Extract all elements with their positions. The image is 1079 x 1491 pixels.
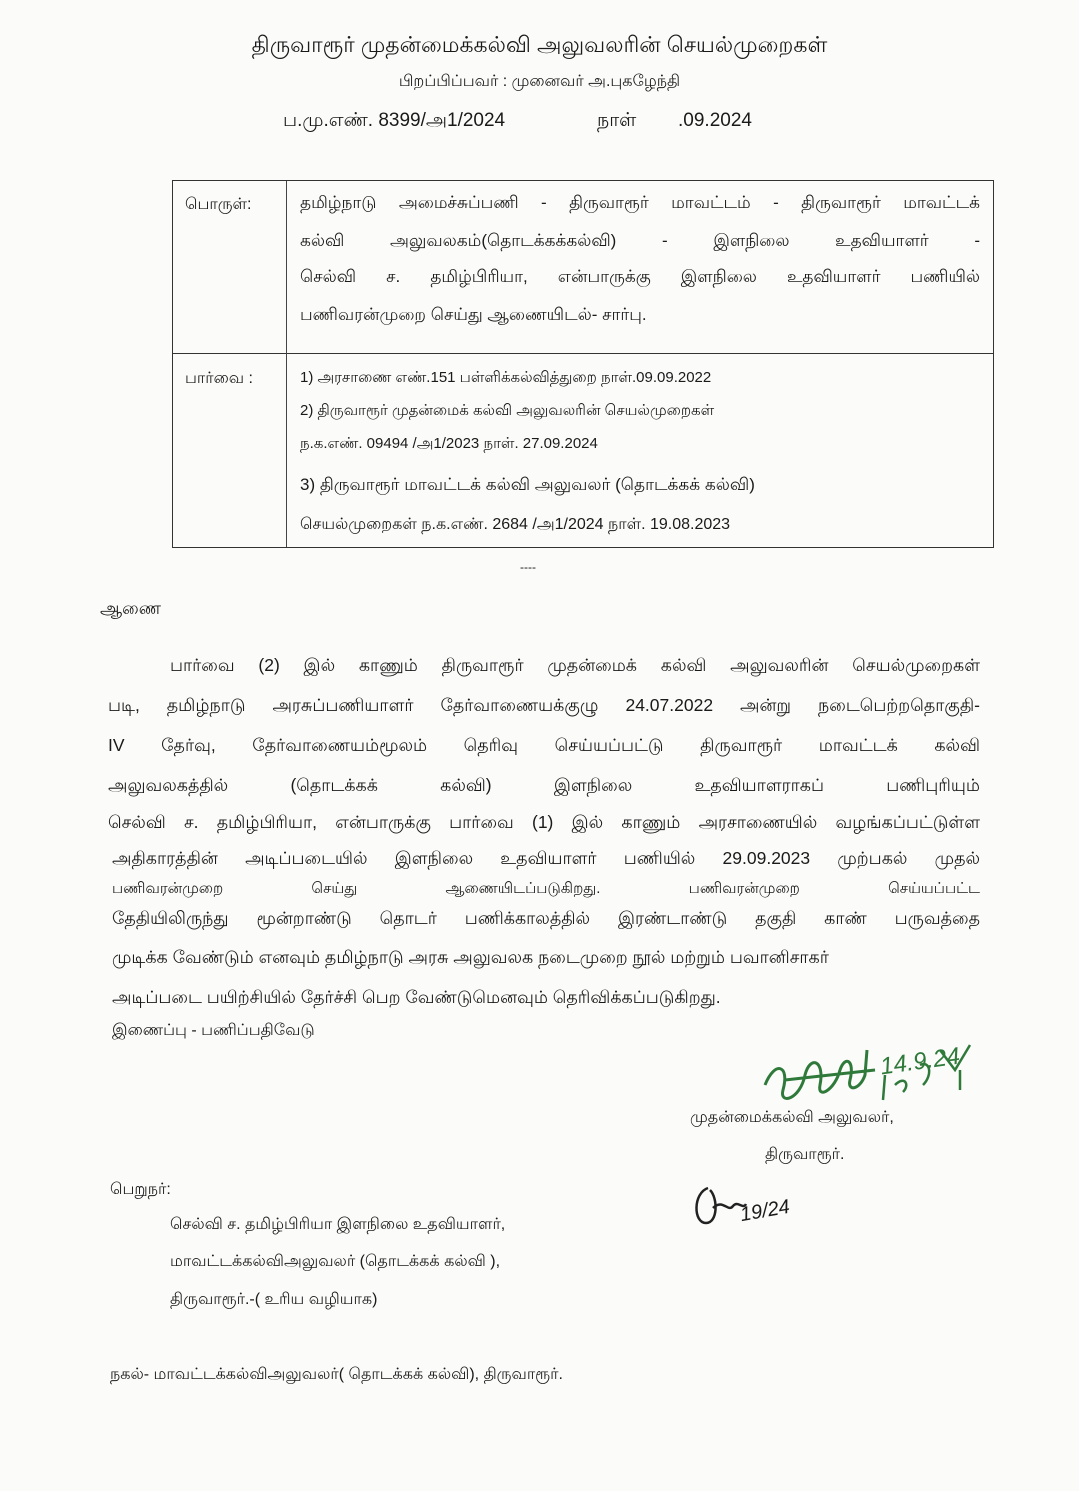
reference-line: 3) திருவாரூர் மாவட்டக் கல்வி அலுவலர் (தொடக்கக் கல்வி) (300, 475, 755, 494)
copy-to: நகல்- மாவட்டக்கல்விஅலுவலர்( தொடக்கக் கல்வி), திருவாரூர். (110, 1366, 563, 1383)
signatory-designation: முதன்மைக்கல்வி அலுவலர், (690, 1109, 894, 1126)
recipient-line: செல்வி ச. தமிழ்பிரியா இளநிலை உதவியாளர், (170, 1216, 506, 1233)
recipient-line: திருவாரூர்.-( உரிய வழியாக) (170, 1291, 378, 1308)
body-line: தேதியிலிருந்து மூன்றாண்டு தொடர் பணிக்காலத்தில் இரண்டாண்டு தகுதி காண் பருவத்தை (112, 908, 980, 928)
presenter: பிறப்பிப்பவர் : முனைவர் அ.புகழேந்தி (398, 73, 681, 90)
column-divider (286, 353, 287, 547)
recipient-label: பெறுநர்: (110, 1181, 171, 1198)
body-line: அடிப்படை பயிற்சியில் தேர்ச்சி பெற வேண்டுமெனவும் தெரிவிக்கப்படுகிறது. (112, 987, 721, 1007)
body-line: அதிகாரத்தின் அடிப்படையில் இளநிலை உதவியாளர் பணியில் 29.09.2023 முற்பகல் முதல் (112, 848, 980, 868)
subject-line: பணிவரன்முறை செய்து ஆணையிடல்- சார்பு. (300, 305, 647, 324)
body-line: முடிக்க வேண்டும் எனவும் தமிழ்நாடு அரசு அலுவலக நடைமுறை நூல் மற்றும் பவானிசாகர் (112, 947, 829, 967)
subject-reference-table (172, 180, 994, 548)
reference-label: பார்வை : (185, 370, 253, 387)
enclosure: இணைப்பு - பணிப்பதிவேடு (112, 1022, 315, 1039)
signatory-place: திருவாரூர். (765, 1146, 845, 1163)
reference-line: 2) திருவாரூர் முதன்மைக் கல்வி அலுவலரின் செயல்முறைகள் (300, 402, 715, 419)
initial-date: 19/24 (738, 1195, 792, 1227)
subject-line: தமிழ்நாடு அமைச்சுப்பணி - திருவாரூர் மாவட்டம் - திருவாரூர் மாவட்டக் (300, 193, 980, 212)
column-divider (286, 181, 287, 353)
subject-line: செல்வி ச. தமிழ்பிரியா, என்பாருக்கு இளநிலை உதவியாளர் பணியில் (300, 267, 980, 286)
date: .09.2024 (678, 110, 752, 131)
body-line: IV தேர்வு, தேர்வாணையம்மூலம் தெரிவு செய்யப்பட்டு திருவாரூர் மாவட்டக் கல்வி (108, 735, 980, 755)
body-line: அலுவலகத்தில் (தொடக்கக் கல்வி) இளநிலை உதவியாளராகப் பணிபுரியும் (108, 775, 980, 795)
body-line: பார்வை (2) இல் காணும் திருவாரூர் முதன்மைக் கல்வி அலுவலரின் செயல்முறைகள் (170, 655, 980, 675)
subject-label: பொருள்: (185, 196, 252, 213)
reference-line: ந.க.எண். 09494 /அ1/2023 நாள். 27.09.2024 (300, 435, 598, 452)
reference-line: 1) அரசாணை எண்.151 பள்ளிக்கல்வித்துறை நாள்.09.09.2022 (300, 369, 712, 386)
date-label: நாள் (597, 110, 637, 131)
subject-row (173, 181, 993, 354)
body-line: பணிவரன்முறை செய்து ஆணையிடப்படுகிறது. பணிவரன்முறை செய்யப்பட்ட (112, 880, 980, 897)
subject-line: கல்வி அலுவலகம்(தொடக்கக்கல்வி) - இளநிலை உதவியாளர் - (300, 231, 980, 250)
body-line: படி, தமிழ்நாடு அரசுப்பணியாளர் தேர்வாணையக்குழு 24.07.2022 அன்று நடைபெற்றதொகுதி- (108, 695, 980, 715)
recipient-line: மாவட்டக்கல்விஅலுவலர் (தொடக்கக் கல்வி ), (170, 1253, 501, 1270)
body-line: செல்வி ச. தமிழ்பிரியா, என்பாருக்கு பார்வை (1) இல் காணும் அரசாணையில் வழங்கப்பட்டுள்ள (108, 812, 980, 832)
reference-line: செயல்முறைகள் ந.க.எண். 2684 /அ1/2024 நாள். 19.08.2023 (300, 516, 731, 533)
handwritten-date: 14.9.24 (878, 1042, 962, 1081)
reference-number: ப.மு.எண். 8399/அ1/2024 (283, 110, 506, 131)
reference-row (173, 353, 993, 547)
separator: ---- (520, 560, 536, 574)
order-heading: ஆணை (100, 598, 161, 618)
document-title: திருவாரூர் முதன்மைக்கல்வி அலுவலரின் செயல்முறைகள் (251, 32, 828, 57)
